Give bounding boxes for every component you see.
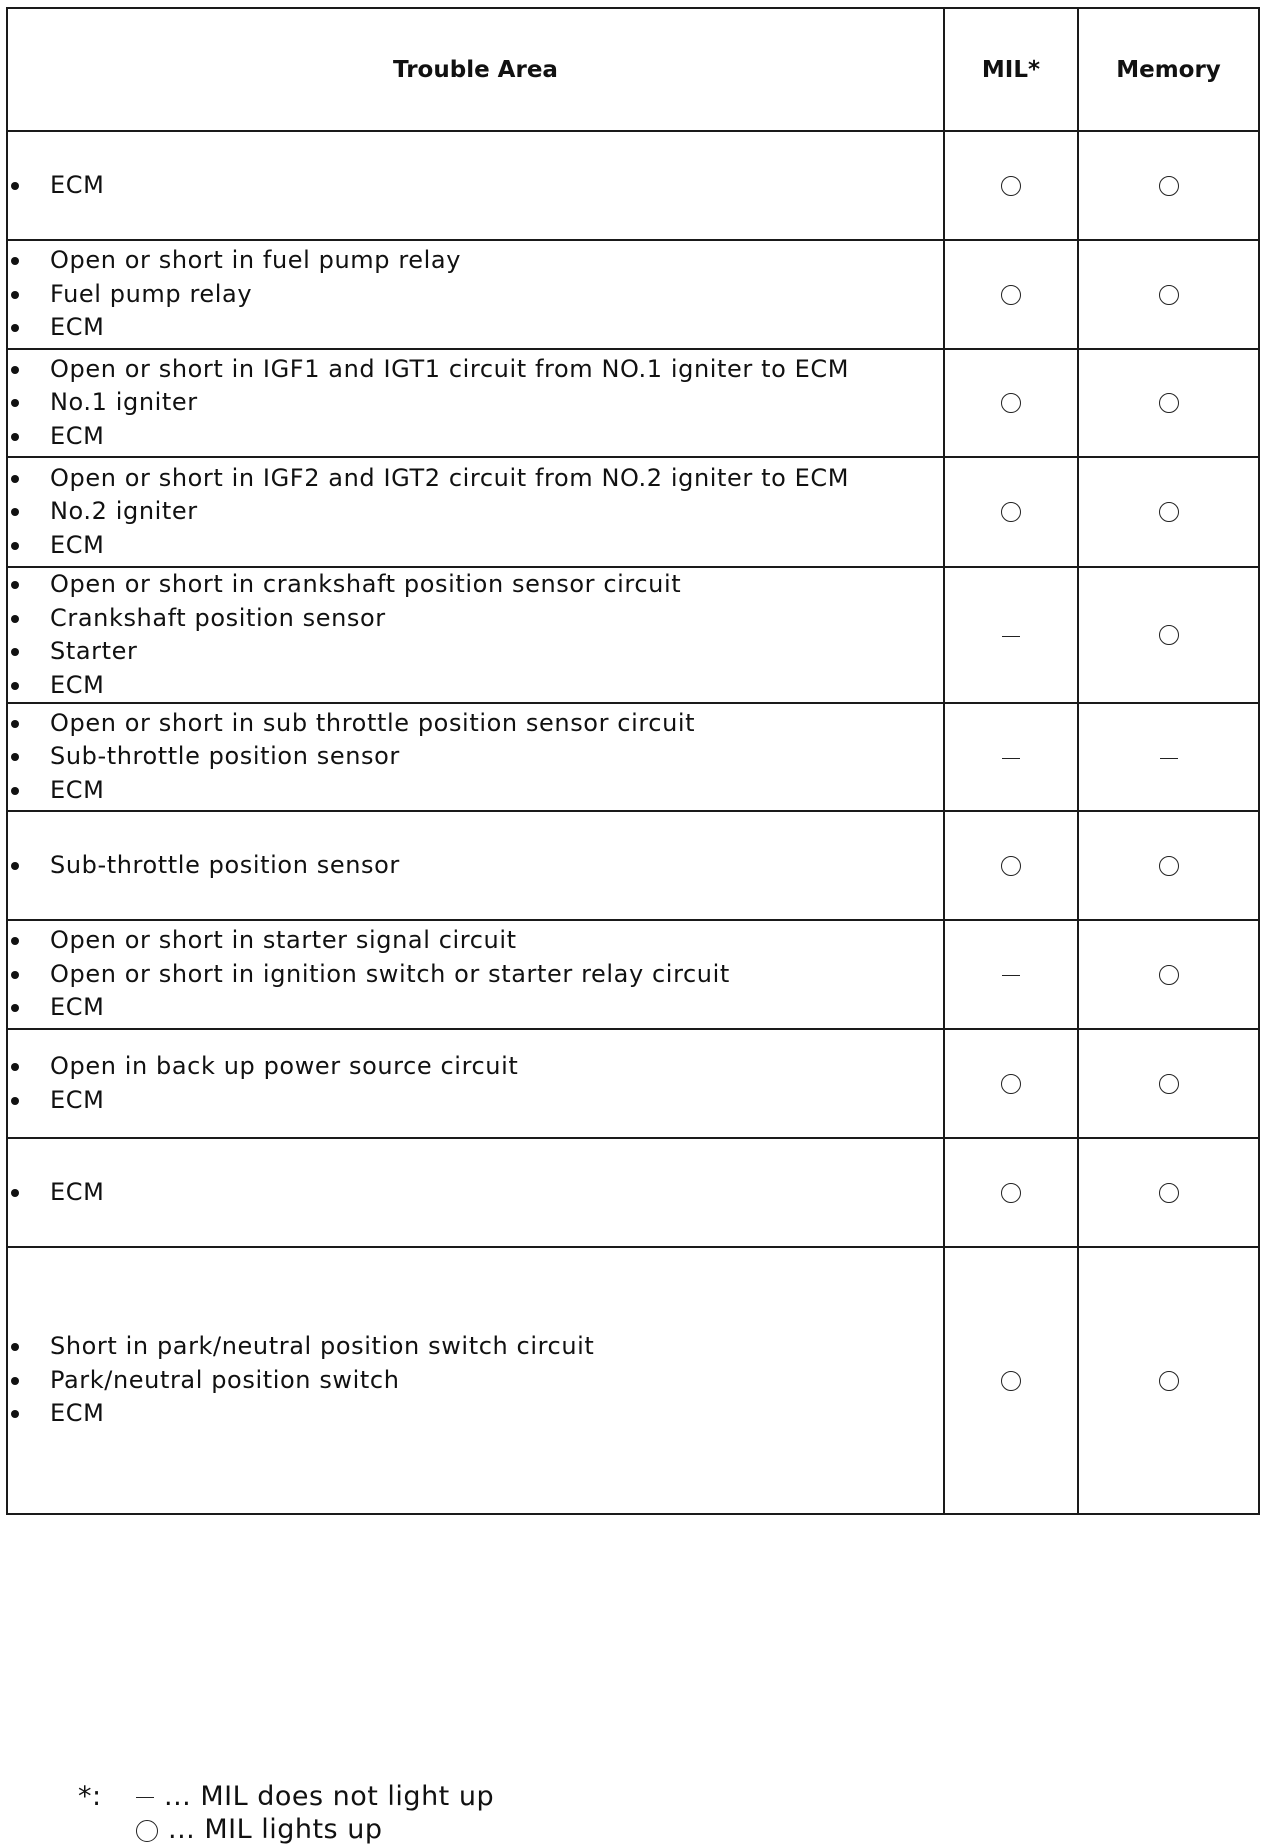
footnote-marker: *:	[78, 1781, 102, 1812]
trouble-item: ECM	[8, 311, 943, 345]
mil-cell	[944, 703, 1078, 811]
mil-cell	[944, 349, 1078, 457]
circle-icon	[1159, 285, 1179, 305]
table-header-row	[7, 8, 1259, 131]
trouble-area-cell	[7, 811, 944, 920]
mil-header: MIL*	[944, 8, 1078, 131]
circle-icon	[1001, 1074, 1021, 1094]
trouble-item: ECM	[8, 669, 943, 703]
table-row	[7, 1138, 1259, 1247]
dash-icon	[1002, 758, 1020, 759]
footnote-circle-text: ... MIL lights up	[168, 1814, 383, 1845]
circle-icon	[1159, 502, 1179, 522]
trouble-item-list	[8, 244, 943, 345]
trouble-area-cell	[7, 920, 944, 1029]
circle-symbol-icon	[136, 1820, 158, 1842]
trouble-area-cell	[7, 131, 944, 240]
trouble-item: Park/neutral position switch	[8, 1364, 943, 1398]
trouble-area-cell	[7, 567, 944, 703]
circle-icon	[1159, 176, 1179, 196]
trouble-item: ECM	[8, 1176, 943, 1210]
trouble-item: Open or short in ignition switch or starter relay circuit	[8, 958, 943, 992]
trouble-item: ECM	[8, 529, 943, 563]
trouble-item: Open or short in IGF2 and IGT2 circuit from NO.2 igniter to ECM	[8, 462, 943, 496]
trouble-area-cell	[7, 703, 944, 811]
table-row	[7, 240, 1259, 349]
mil-cell	[944, 457, 1078, 567]
trouble-item: Starter	[8, 635, 943, 669]
trouble-area-cell	[7, 457, 944, 567]
mil-cell	[944, 131, 1078, 240]
circle-icon	[1159, 1074, 1179, 1094]
trouble-item: Open or short in fuel pump relay	[8, 244, 943, 278]
trouble-item-list	[8, 568, 943, 702]
mil-cell	[944, 1247, 1078, 1514]
trouble-area-cell	[7, 1029, 944, 1138]
trouble-item-list	[8, 353, 943, 454]
trouble-item-list	[8, 924, 943, 1025]
memory-cell	[1078, 1138, 1259, 1247]
memory-cell	[1078, 131, 1259, 240]
trouble-item-list	[8, 1176, 943, 1210]
trouble-item-list	[8, 1330, 943, 1431]
trouble-item: Fuel pump relay	[8, 278, 943, 312]
trouble-item-list	[8, 462, 943, 563]
table-row	[7, 131, 1259, 240]
table-row	[7, 1029, 1259, 1138]
table-row	[7, 457, 1259, 567]
trouble-item: Crankshaft position sensor	[8, 602, 943, 636]
dash-icon	[1002, 636, 1020, 637]
trouble-item: Open or short in sub throttle position sensor circuit	[8, 707, 943, 741]
trouble-item: Sub-throttle position sensor	[8, 849, 943, 883]
trouble-area-cell	[7, 1138, 944, 1247]
memory-cell	[1078, 349, 1259, 457]
mil-cell	[944, 567, 1078, 703]
memory-cell	[1078, 811, 1259, 920]
circle-icon	[1159, 1371, 1179, 1391]
circle-icon	[1159, 625, 1179, 645]
mil-cell	[944, 920, 1078, 1029]
trouble-item: Open or short in crankshaft position sensor circuit	[8, 568, 943, 602]
trouble-item: No.2 igniter	[8, 495, 943, 529]
trouble-area-cell	[7, 1247, 944, 1514]
mil-cell	[944, 1138, 1078, 1247]
mil-cell	[944, 240, 1078, 349]
trouble-item: ECM	[8, 1084, 943, 1118]
trouble-item-list	[8, 707, 943, 808]
table-row	[7, 811, 1259, 920]
memory-cell	[1078, 457, 1259, 567]
trouble-area-cell	[7, 240, 944, 349]
circle-icon	[1001, 1371, 1021, 1391]
memory-cell	[1078, 1247, 1259, 1514]
trouble-item: ECM	[8, 420, 943, 454]
table-row	[7, 349, 1259, 457]
table-row	[7, 703, 1259, 811]
trouble-item: Short in park/neutral position switch circuit	[8, 1330, 943, 1364]
trouble-item: ECM	[8, 1397, 943, 1431]
mil-cell	[944, 1029, 1078, 1138]
table-body	[7, 131, 1259, 1514]
trouble-item-list	[8, 1050, 943, 1117]
trouble-area-cell	[7, 349, 944, 457]
table-row	[7, 920, 1259, 1029]
memory-cell	[1078, 567, 1259, 703]
memory-cell	[1078, 1029, 1259, 1138]
trouble-item: ECM	[8, 991, 943, 1025]
table-row	[7, 1247, 1259, 1514]
trouble-item-list	[8, 169, 943, 203]
dash-symbol-icon	[136, 1797, 154, 1798]
circle-icon	[1001, 856, 1021, 876]
circle-icon	[1001, 393, 1021, 413]
trouble-item: Open or short in starter signal circuit	[8, 924, 943, 958]
circle-icon	[1001, 1183, 1021, 1203]
footnote-dash-text: ... MIL does not light up	[164, 1781, 495, 1812]
circle-icon	[1001, 502, 1021, 522]
trouble-area-header: Trouble Area	[7, 8, 944, 131]
mil-cell	[944, 811, 1078, 920]
memory-cell	[1078, 920, 1259, 1029]
trouble-item: ECM	[8, 169, 943, 203]
memory-header: Memory	[1078, 8, 1259, 131]
trouble-item: Open in back up power source circuit	[8, 1050, 943, 1084]
trouble-item: Sub-throttle position sensor	[8, 740, 943, 774]
memory-cell	[1078, 703, 1259, 811]
trouble-item: ECM	[8, 774, 943, 808]
circle-icon	[1159, 856, 1179, 876]
circle-icon	[1001, 285, 1021, 305]
trouble-item: No.1 igniter	[8, 386, 943, 420]
circle-icon	[1159, 965, 1179, 985]
circle-icon	[1001, 176, 1021, 196]
trouble-item-list	[8, 849, 943, 883]
circle-icon	[1159, 393, 1179, 413]
trouble-item: Open or short in IGF1 and IGT1 circuit from NO.1 igniter to ECM	[8, 353, 943, 387]
trouble-area-table	[6, 7, 1260, 1515]
table-row	[7, 567, 1259, 703]
dash-icon	[1160, 758, 1178, 759]
circle-icon	[1159, 1183, 1179, 1203]
dash-icon	[1002, 975, 1020, 976]
memory-cell	[1078, 240, 1259, 349]
